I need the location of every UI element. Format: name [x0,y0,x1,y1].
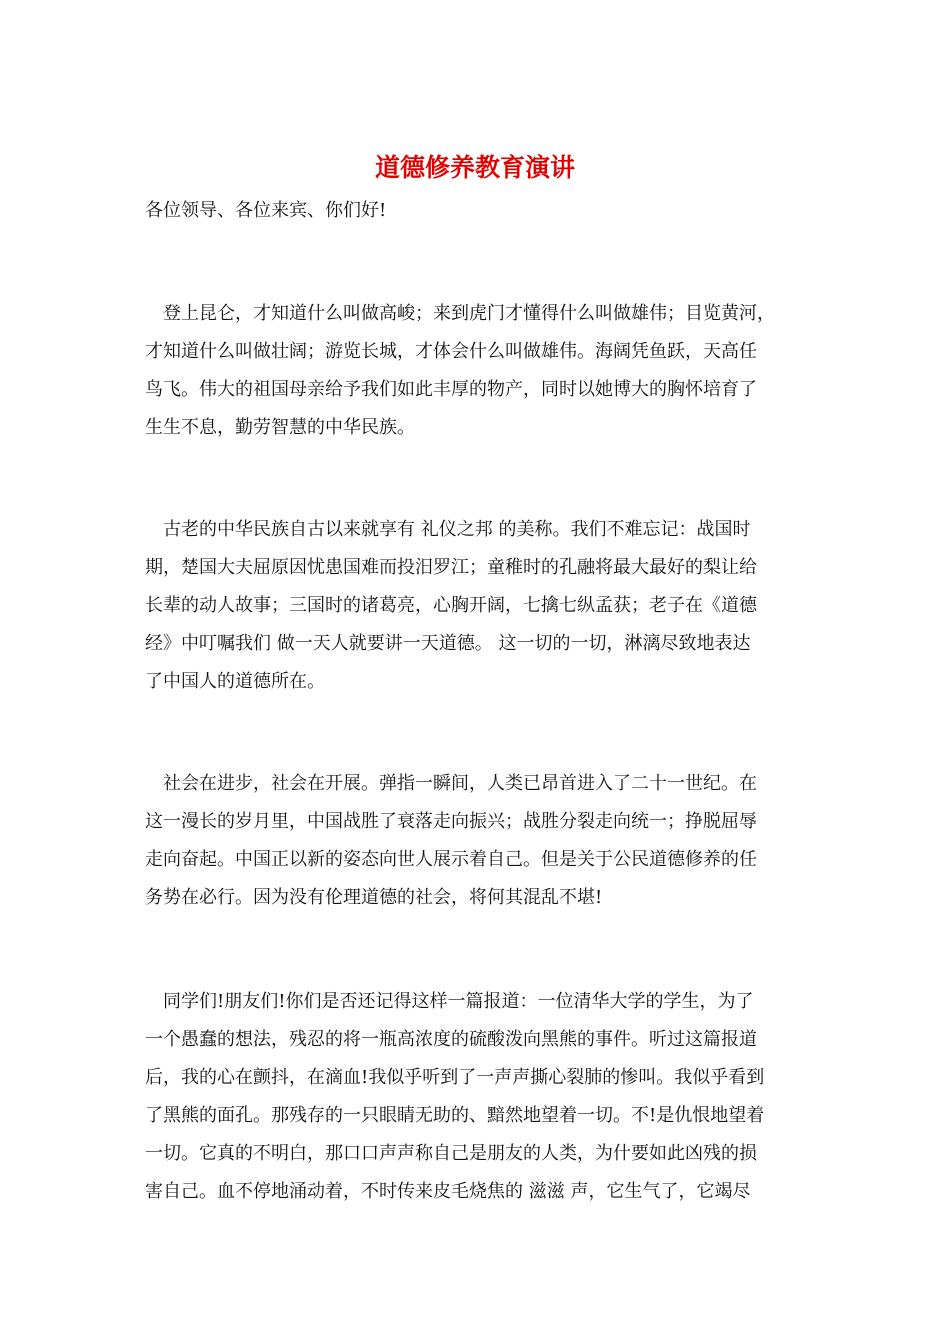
paragraph-line: 登上昆仑，才知道什么叫做高峻；来到虎门才懂得什么叫做雄伟；目览黄河， [145,303,775,324]
paragraph-line: 同学们!朋友们!你们是否还记得这样一篇报道：一位清华大学的学生，为了 [145,991,754,1012]
paragraph-2 [145,511,810,701]
paragraph-3 [145,765,810,917]
paragraph-1 [145,295,810,447]
paragraph-line: 害自己。血不停地涌动着，不时传来皮毛烧焦的 滋滋 声，它生气了，它竭尽 [145,1181,751,1202]
paragraph-line: 社会在进步，社会在开展。弹指一瞬间，人类已昂首进入了二十一世纪。在 [145,773,757,794]
paragraph-line: 经》中叮嘱我们 做一天人就要讲一天道德。 这一切的一切，淋漓尽致地表达 [145,633,751,654]
paragraph-line: 这一漫长的岁月里，中国战胜了衰落走向振兴；战胜分裂走向统一；挣脱屈辱 [145,811,757,832]
paragraph-line: 古老的中华民族自古以来就享有 礼仪之邦 的美称。我们不难忘记：战国时 [145,519,751,540]
paragraph-line: 一个愚蠢的想法，残忍的将一瓶高浓度的硫酸泼向黑熊的事件。听过这篇报道 [145,1029,757,1050]
paragraph-line: 了黑熊的面孔。那残存的一只眼睛无助的、黯然地望着一切。不!是仇恨地望着 [145,1105,765,1126]
paragraph-line: 鸟飞。伟大的祖国母亲给予我们如此丰厚的物产，同时以她博大的胸怀培育了 [145,379,757,400]
paragraph-line: 生生不息，勤劳智慧的中华民族。 [145,417,415,438]
greeting: 各位领导、各位来宾、你们好! [145,200,387,221]
paragraph-line: 后，我的心在颤抖，在滴血!我似乎听到了一声声撕心裂肺的惨叫。我似乎看到 [145,1067,765,1088]
paragraph-line: 一切。它真的不明白，那口口声声称自己是朋友的人类，为什要如此凶残的损 [145,1143,757,1164]
paragraph-line: 了中国人的道德所在。 [145,671,325,692]
paragraph-line: 走向奋起。中国正以新的姿态向世人展示着自己。但是关于公民道德修养的任 [145,849,757,870]
document-title: 道德修养教育演讲 [374,153,575,182]
paragraph-line: 期，楚国大夫屈原因忧患国难而投汨罗江；童稚时的孔融将最大最好的梨让给 [145,557,757,578]
paragraph-4 [145,983,810,1211]
paragraph-line: 长辈的动人故事；三国时的诸葛亮，心胸开阔，七擒七纵孟获；老子在《道德 [145,595,757,616]
paragraph-line: 才知道什么叫做壮阔；游览长城，才体会什么叫做雄伟。海阔凭鱼跃，天高任 [145,341,757,362]
paragraph-line: 务势在必行。因为没有伦理道德的社会，将何其混乱不堪! [145,887,603,908]
